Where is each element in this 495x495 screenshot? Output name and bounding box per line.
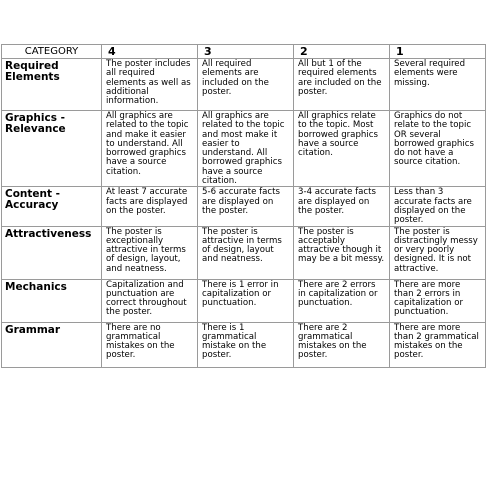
- cell-score-3: 5-6 accurate facts are displayed on the poster.: [198, 187, 294, 226]
- cell-score-2: There are 2 grammatical mistakes on the poster.: [294, 322, 390, 367]
- cell-score-2: All graphics relate to the topic. Most borrowed graphics have a source citation.: [294, 111, 390, 187]
- criterion-graphics-relevance: Graphics - Relevance: [2, 111, 102, 187]
- cell-score-4: All graphics are related to the topic and make it easier to understand. All borrowed graphics have a source citation.: [102, 111, 198, 187]
- cell-score-4: At least 7 accurate facts are displayed on the poster.: [102, 187, 198, 226]
- criterion-required-elements: Required Elements: [2, 59, 102, 111]
- cell-score-2: All but 1 of the required elements are included on the poster.: [294, 59, 390, 111]
- cell-score-3: There is 1 error in capitalization or punctuation.: [198, 279, 294, 322]
- criterion-grammar: Grammar: [2, 322, 102, 367]
- table-row: [2, 187, 486, 226]
- cell-score-3: There is 1 grammatical mistake on the poster.: [198, 322, 294, 367]
- cell-score-4: The poster is exceptionally attractive in terms of design, layout, and neatness.: [102, 226, 198, 279]
- score-header-4: 4: [102, 45, 198, 59]
- cell-score-1: Graphics do not relate to the topic OR several borrowed graphics do not have a source citation.: [390, 111, 486, 187]
- cell-score-1: There are more than 2 errors in capitalization or punctuation.: [390, 279, 486, 322]
- cell-score-3: The poster is attractive in terms of design, layout and neatness.: [198, 226, 294, 279]
- category-header: CATEGORY: [2, 45, 102, 59]
- table-row: [2, 111, 486, 187]
- table-row: [2, 279, 486, 322]
- score-header-1: 1: [390, 45, 486, 59]
- score-header-3: 3: [198, 45, 294, 59]
- criterion-content-accuracy: Content - Accuracy: [2, 187, 102, 226]
- cell-score-1: There are more than 2 grammatical mistakes on the poster.: [390, 322, 486, 367]
- cell-score-1: The poster is distractingly messy or very poorly designed. It is not attractive.: [390, 226, 486, 279]
- score-header-2: 2: [294, 45, 390, 59]
- cell-score-2: 3-4 accurate facts are displayed on the poster.: [294, 187, 390, 226]
- cell-score-4: There are no grammatical mistakes on the poster.: [102, 322, 198, 367]
- criterion-mechanics: Mechanics: [2, 279, 102, 322]
- cell-score-4: The poster includes all required elements as well as additional information.: [102, 59, 198, 111]
- cell-score-3: All required elements are included on the poster.: [198, 59, 294, 111]
- cell-score-2: There are 2 errors in capitalization or punctuation.: [294, 279, 390, 322]
- cell-score-2: The poster is acceptably attractive though it may be a bit messy.: [294, 226, 390, 279]
- cell-score-4: Capitalization and punctuation are correct throughout the poster.: [102, 279, 198, 322]
- header-row: [2, 45, 486, 59]
- cell-score-3: All graphics are related to the topic and most make it easier to understand. All borrowed graphics have a source citation.: [198, 111, 294, 187]
- cell-score-1: Several required elements were missing.: [390, 59, 486, 111]
- table-row: [2, 59, 486, 111]
- table-row: [2, 226, 486, 279]
- cell-score-1: Less than 3 accurate facts are displayed on the poster.: [390, 187, 486, 226]
- table-row: [2, 322, 486, 367]
- rubric-table: [1, 44, 486, 368]
- criterion-attractiveness: Attractiveness: [2, 226, 102, 279]
